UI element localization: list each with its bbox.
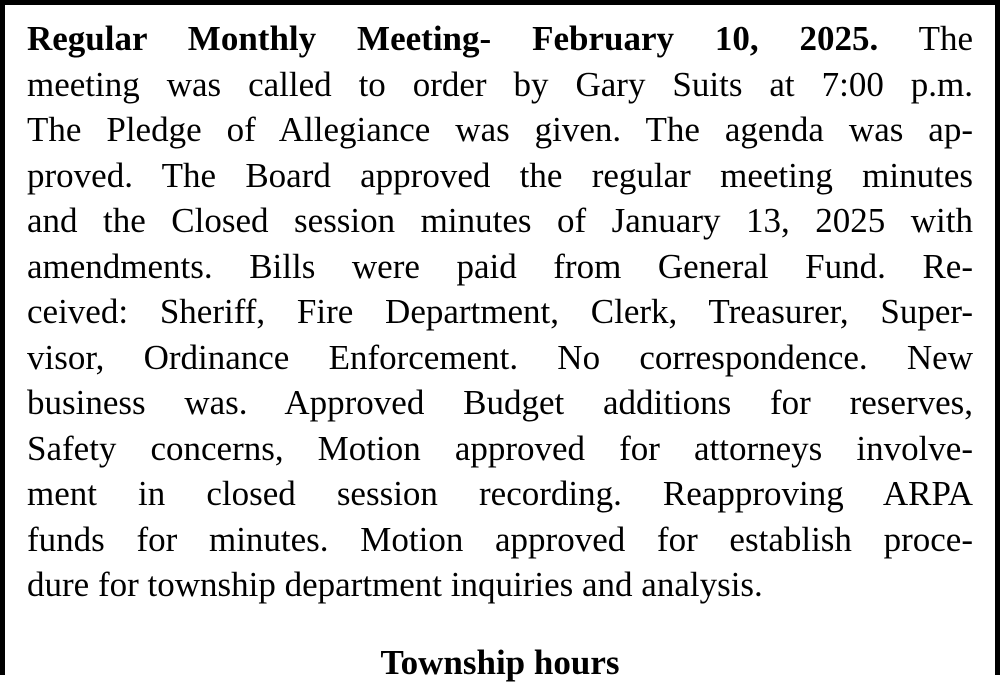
township-hours-heading: Township hours [380, 643, 620, 682]
text-line: business was. Approved Budget additions for reserves, [27, 383, 973, 422]
text-line: visor, Ordinance Enforcement. No correspondence. New [27, 337, 973, 377]
text-line: meeting was called to order by Gary Suits at 7:00 p.m. [27, 64, 973, 104]
text-line: and the Closed session minutes of January 13, 2025 with [27, 201, 973, 240]
text-line: Safety concerns, Motion approved for attorneys involve- [27, 428, 973, 468]
text-line: amendments. Bills were paid from General Fund. Re- [27, 246, 973, 286]
text-line [27, 16, 973, 62]
text-line: The Pledge of Allegiance was given. The agenda was ap- [27, 110, 973, 149]
meeting-headline: Regular Monthly Meeting- February 10, 2025. [27, 19, 879, 58]
text-line: proved. The Board approved the regular meeting minutes [27, 155, 973, 195]
text-line: ment in closed session recording. Reapproving ARPA [27, 474, 973, 513]
text-line: funds for minutes. Motion approved for establish proce- [27, 519, 973, 559]
text-fragment: The [878, 19, 973, 58]
text-line: dure for township department inquiries and analysis. [27, 565, 763, 604]
meeting-minutes-paragraph [27, 16, 973, 608]
text-line: ceived: Sheriff, Fire Department, Clerk, Treasurer, Super- [27, 292, 973, 331]
